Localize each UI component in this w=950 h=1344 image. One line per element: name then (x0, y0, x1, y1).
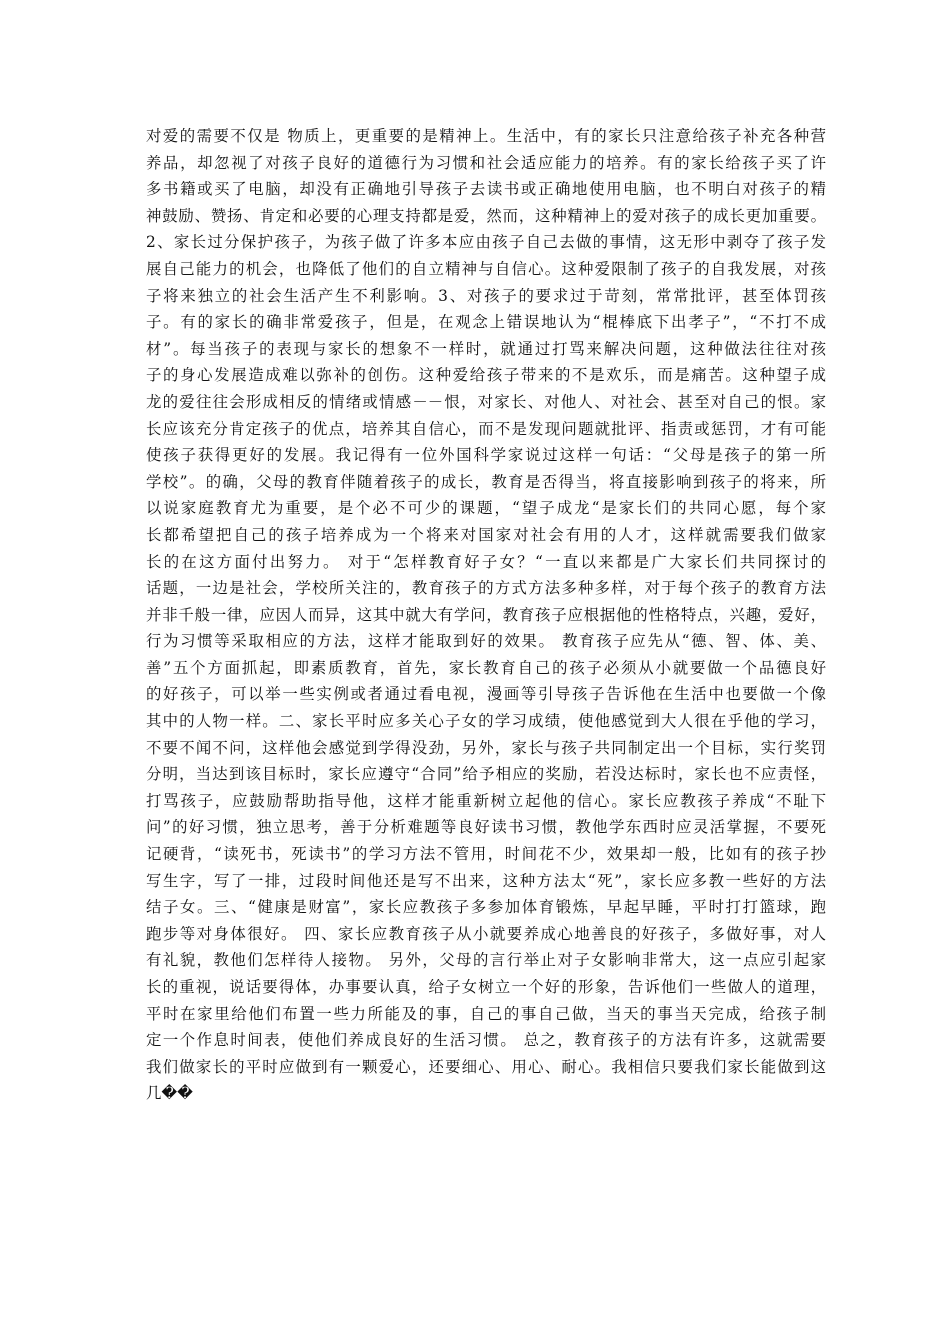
text-line: 长都希望把自己的孩子培养成为一个将来对国家对社会有用的人才，这样就需要我们做家 (146, 525, 826, 544)
text-line: 打骂孩子，应鼓励帮助指导他，这样才能重新树立起他的信心。家长应教孩子养成“不耻下 (146, 791, 826, 810)
text-line: 展自己能力的机会，也降低了他们的自立精神与自信心。这种爱限制了孩子的自我发展，对孩 (146, 259, 826, 278)
text-line: 行为习惯等采取相应的方法，这样才能取到好的效果。 教育孩子应先从“德、智、体、美、 (146, 632, 826, 651)
text-line: 平时在家里给他们布置一些力所能及的事，自己的事自己做，当天的事当天完成，给孩子制 (146, 1004, 826, 1023)
text-line: 使孩子获得更好的发展。我记得有一位外国科学家说过这样一句话：“父母是孩子的第一所 (146, 446, 826, 465)
text-line: 善”五个方面抓起，即素质教育，首先，家长教育自己的孩子必须从小就要做一个品德良好 (146, 658, 826, 677)
text-line: 子。有的家长的确非常爱孩子，但是，在观念上错误地认为“棍棒底下出孝子”，“不打不成 (146, 313, 826, 332)
text-line: 神鼓励、赞扬、肯定和必要的心理支持都是爱，然而，这种精神上的爱对孩子的成长更加重要。 (146, 206, 826, 225)
text-line: 几�� (146, 1084, 193, 1103)
text-line: 其中的人物一样。二、家长平时应多关心子女的学习成绩，使他感觉到大人很在乎他的学习， (146, 712, 826, 731)
document-body-text (146, 123, 826, 1107)
text-line: 问”的好习惯，独立思考，善于分析难题等良好读书习惯，教他学东西时应灵活掌握，不要死 (146, 818, 826, 837)
text-line: 的好孩子，可以举一些实例或者通过看电视，漫画等引导孩子告诉他在生活中也要做一个像 (146, 685, 826, 704)
text-line: 长应该充分肯定孩子的优点，培养其自信心，而不是发现问题就批评、指责或惩罚，才有可能 (146, 419, 826, 438)
text-line: 记硬背，“读死书，死读书”的学习方法不管用，时间花不少，效果却一般，比如有的孩子抄 (146, 845, 826, 864)
text-line: 我们做家长的平时应做到有一颗爱心，还要细心、用心、耐心。我相信只要我们家长能做到这 (146, 1057, 826, 1076)
text-line: 定一个作息时间表，使他们养成良好的生活习惯。 总之，教育孩子的方法有许多，这就需要 (146, 1031, 826, 1050)
text-line: 跑步等对身体很好。 四、家长应教育孩子从小就要养成心地善良的好孩子，多做好事，对人 (146, 924, 826, 943)
text-line: 话题，一边是社会，学校所关注的，教育孩子的方式方法多种多样，对于每个孩子的教育方法 (146, 579, 826, 598)
text-line: 子的身心发展造成难以弥补的创伤。这种爱给孩子带来的不是欢乐，而是痛苦。这种望子成 (146, 366, 826, 385)
text-line: 龙的爱往往会形成相反的情绪或情感－－恨，对家长、对他人、对社会、甚至对自己的恨。家 (146, 392, 826, 411)
text-line: 不要不闻不问，这样他会感觉到学得没劲，另外，家长与孩子共同制定出一个目标，实行奖罚 (146, 738, 826, 757)
text-line: 子将来独立的社会生活产生不利影响。3、对孩子的要求过于苛刻，常常批评，甚至体罚孩 (146, 286, 826, 305)
text-line: 对爱的需要不仅是 物质上，更重要的是精神上。生活中，有的家长只注意给孩子补充各种营 (146, 127, 826, 145)
text-line: 有礼貌，教他们怎样待人接物。 另外，父母的言行举止对子女影响非常大，这一点应引起家 (146, 951, 826, 970)
text-line: 学校”。的确，父母的教育伴随着孩子的成长，教育是否得当，将直接影响到孩子的将来，所 (146, 472, 826, 491)
text-line: 写生字，写了一排，过段时间他还是写不出来，这种方法太“死”，家长应多教一些好的方法 (146, 871, 826, 890)
text-line: 分明，当达到该目标时，家长应遵守“合同”给予相应的奖励，若没达标时，家长也不应责怪， (146, 765, 826, 784)
text-line: 2、家长过分保护孩子，为孩子做了许多本应由孩子自己去做的事情，这无形中剥夺了孩子发 (146, 233, 826, 252)
text-line: 以说家庭教育尤为重要，是个必不可少的课题，“望子成龙“是家长们的共同心愿，每个家 (146, 499, 826, 518)
text-line: 材”。每当孩子的表现与家长的想象不一样时，就通过打骂来解决问题，这种做法往往对孩 (146, 339, 826, 358)
text-line: 长的在这方面付出努力。 对于“怎样教育好子女？“一直以来都是广大家长们共同探讨的 (146, 552, 826, 571)
text-line: 结子女。三、“健康是财富”，家长应教孩子多参加体育锻炼，早起早睡，平时打打篮球，跑 (146, 898, 826, 917)
text-line: 多书籍或买了电脑，却没有正确地引导孩子去读书或正确地使用电脑，也不明白对孩子的精 (146, 180, 826, 199)
text-line: 并非千般一律，应因人而异，这其中就大有学问，教育孩子应根据他的性格特点，兴趣，爱好， (146, 605, 826, 624)
text-line: 长的重视，说话要得体，办事要认真，给子女树立一个好的形象，告诉他们一些做人的道理， (146, 978, 826, 996)
text-line: 养品，却忽视了对孩子良好的道德行为习惯和社会适应能力的培养。有的家长给孩子买了许 (146, 153, 826, 172)
